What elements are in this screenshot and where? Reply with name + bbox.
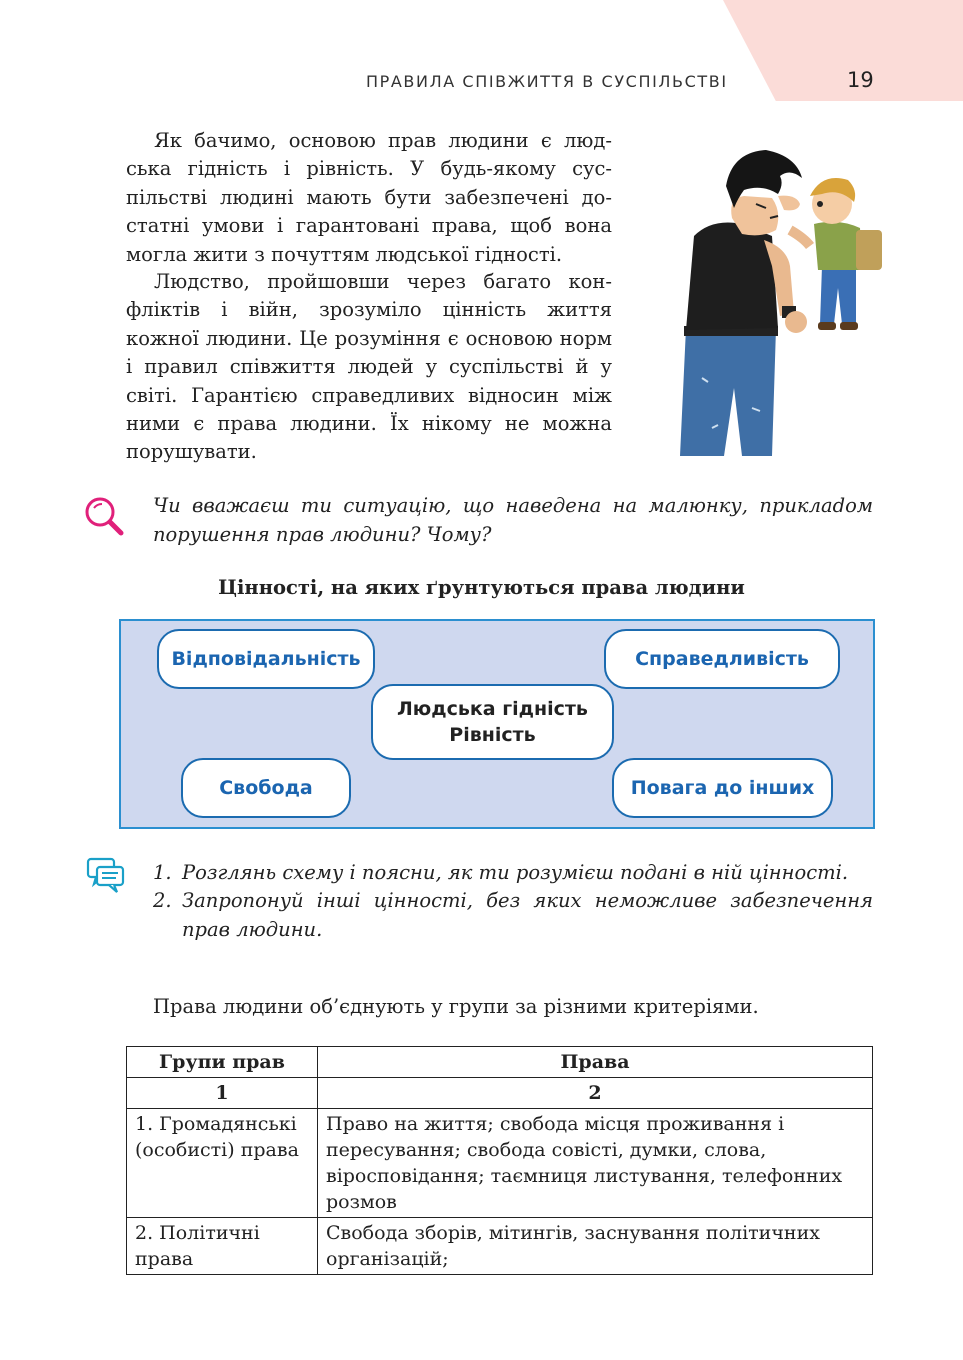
header-groups: Групи прав — [127, 1047, 318, 1078]
header-rights: Права — [318, 1047, 873, 1078]
value-dignity-equality — [371, 684, 614, 760]
values-scheme — [119, 619, 875, 829]
column-number: 1 — [127, 1078, 318, 1109]
running-title: ПРАВИЛА СПІВЖИТТЯ В СУСПІЛЬСТВІ — [366, 72, 728, 91]
value-justice: Справедливість — [604, 629, 840, 689]
table-number-row — [127, 1078, 873, 1109]
bullying-illustration — [672, 138, 897, 456]
value-respect: Повага до інших — [612, 758, 833, 818]
table-row — [127, 1218, 873, 1275]
page-corner-decoration — [723, 0, 963, 101]
task-item — [153, 887, 873, 944]
rights-table — [126, 1046, 873, 1275]
task-text: Розглянь схему і поясни, як ти розумієш подані в ній цінності. — [182, 861, 849, 884]
value-responsibility: Відповідальність — [157, 629, 375, 689]
discussion-icon — [86, 857, 126, 895]
paragraph-1: Як бачимо, основою прав людини є людська гідність і рівність. У будь-якому суспільстві людині мають бути забезпечені достатні умови і гарантовані права, щоб вона могла жити з почуттям людської гідності. — [126, 129, 612, 266]
rights-group-cell: 2. Політичні права — [127, 1218, 318, 1275]
column-number: 2 — [318, 1078, 873, 1109]
question-text: Чи вважаєш ти ситуацію, що наведена на малюнку, приклаdом порушення прав людини? Чому? — [153, 494, 873, 546]
value-freedom: Свобода — [181, 758, 351, 818]
task-text: Запропонуй інші цінності, без яких неможливе забезпечення прав людини. — [182, 889, 873, 941]
page-number: 19 — [847, 68, 874, 92]
magnifier-icon — [83, 496, 125, 538]
value-dignity: Людська гідність — [397, 698, 588, 720]
rights-group-cell: 1. Громадянські (особисті) права — [127, 1109, 318, 1218]
scheme-title: Цінності, на яких ґрунтуються права людини — [218, 576, 745, 599]
task-list — [153, 859, 873, 944]
table-header-row — [127, 1047, 873, 1078]
task-item — [153, 859, 873, 887]
rights-list-cell: Право на життя; свобода місця проживання і пересування; свобода совісті, думки, слова, віросповідання; таємниця листування, телефонних розмов — [318, 1109, 873, 1218]
task-number: 1. — [153, 861, 172, 884]
paragraph-2: Людство, пройшовши через багато конфліктів і війн, зрозуміло цінність життя кожної людини. Це розуміння є основою норм і правил співжиття людей у суспільстві й у світі. Гарантією справедливих відносин між ними є права людини. Їх нікому не можна порушувати. — [126, 270, 612, 464]
child-figure — [810, 178, 882, 330]
value-equality: Рівність — [449, 724, 536, 746]
task-number: 2. — [153, 889, 172, 913]
table-intro: Права людини об’єднують у групи за різними критеріями. — [153, 995, 759, 1018]
rights-list-cell: Свобода зборів, мітингів, заснування політичних організацій; — [318, 1218, 873, 1275]
table-row — [127, 1109, 873, 1218]
teen-figure — [680, 150, 810, 456]
